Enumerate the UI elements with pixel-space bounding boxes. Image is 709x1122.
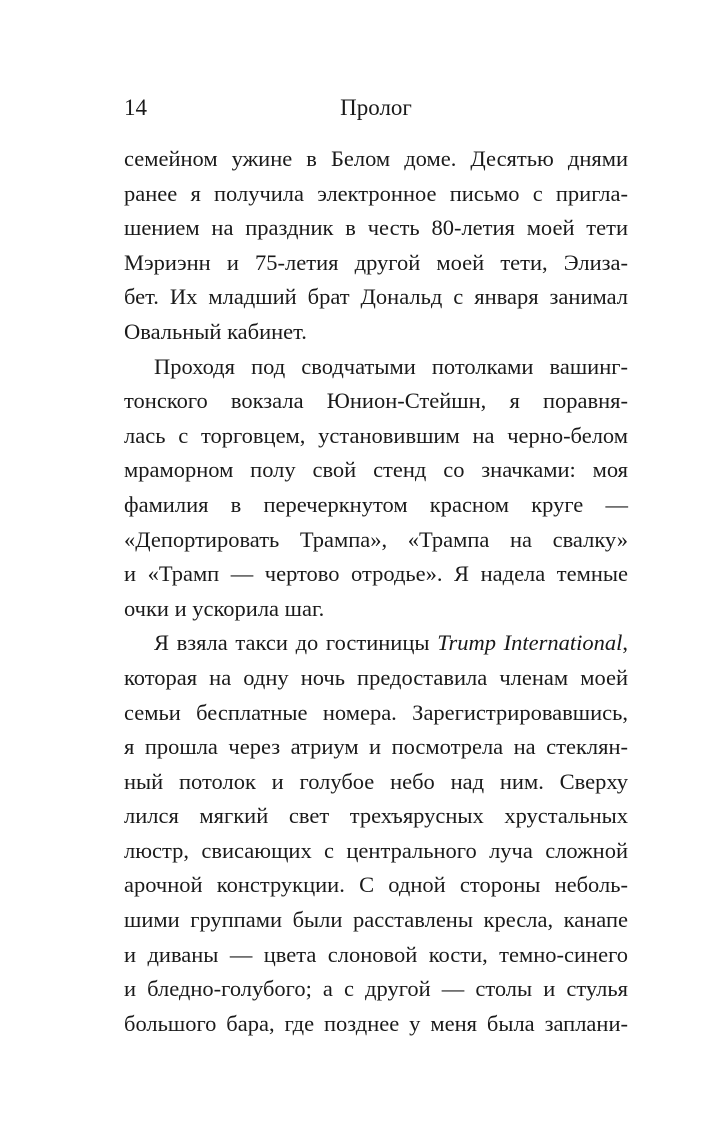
text-line: бет. Их младший брат Дональд с января занимал	[124, 284, 628, 310]
text-line: шением на праздник в честь 80-летия моей тети	[124, 215, 628, 241]
page-header	[124, 92, 628, 124]
text-line: Мэриэнн и 75-летия другой моей тети, Элиза-	[124, 249, 628, 275]
hotel-name-italic: Trump International	[437, 630, 623, 656]
text-line: арочной конструкции. С одной стороны неболь-	[124, 872, 628, 898]
text-line: и диваны — цвета слоновой кости, темно-синего	[124, 941, 628, 967]
text-segment: ,	[622, 630, 628, 656]
text-line: лился мягкий свет трехъярусных хрустальных	[124, 803, 628, 829]
paragraph-3	[124, 626, 628, 1041]
text-line: тонского вокзала Юнион-Стейшн, я поравня-	[124, 388, 628, 414]
text-line: ный потолок и голубое небо над ним. Сверху	[124, 768, 628, 794]
text-line: я прошла через атриум и посмотрела на стеклян-	[124, 734, 628, 760]
paragraph-1	[124, 142, 628, 350]
text-line: Овальный кабинет.	[124, 318, 307, 344]
text-line: лась с торговцем, установившим на черно-белом	[124, 422, 628, 448]
text-line: фамилия в перечеркнутом красном круге —	[124, 491, 628, 517]
text-line: шими группами были расставлены кресла, канапе	[124, 907, 628, 933]
text-line: мраморном полу свой стенд со значками: моя	[124, 457, 628, 483]
text-line: семейном ужине в Белом доме. Десятью днями	[124, 146, 628, 171]
text-line: люстр, свисающих с центрального луча сложной	[124, 837, 628, 863]
text-line: большого бара, где позднее у меня была заплани-	[124, 1010, 628, 1036]
text-line: ранее я получила электронное письмо с пригла-	[124, 180, 628, 206]
text-segment: Я взяла такси до гостиницы	[154, 630, 438, 656]
text-line: семьи бесплатные номера. Зарегистрировавшись,	[124, 699, 628, 725]
text-line: очки и ускорила шаг.	[124, 595, 325, 621]
text-line: и бледно-голубого; а с другой — столы и стулья	[124, 976, 628, 1002]
text-line: которая на одну ночь предоставила членам моей	[124, 664, 628, 690]
text-line: Проходя под сводчатыми потолками вашинг-	[154, 353, 628, 379]
running-title: Пролог	[340, 95, 412, 120]
page-number: 14	[124, 95, 147, 120]
body-text	[124, 142, 628, 1041]
text-line-with-italic	[124, 626, 628, 661]
text-line: «Депортировать Трампа», «Трампа на свалку»	[124, 526, 628, 552]
paragraph-2	[124, 350, 628, 627]
text-line: и «Трамп — чертово отродье». Я надела темные	[124, 561, 628, 587]
